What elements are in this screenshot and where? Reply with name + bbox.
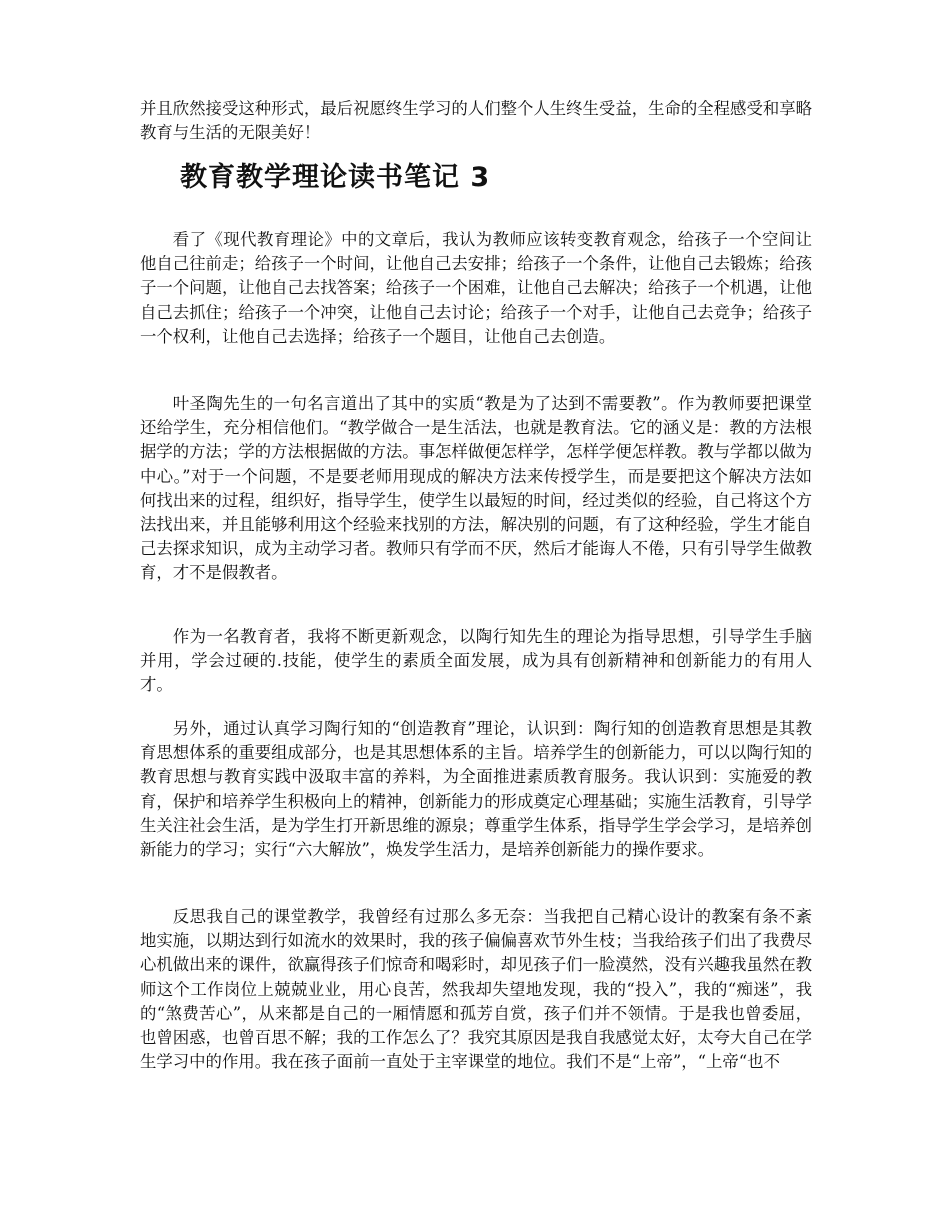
paragraph-2: 叶圣陶先生的一句名言道出了其中的实质“教是为了达到不需要教”。作为教师要把课堂还给学生，充分相信他们。“教学做合一是生活法，也就是教育法。它的涵义是：教的方法根据学的方法；学的方法根据做的方法。事怎样做便怎样学，怎样学便怎样教。教与学都以做为中心。”对于一个问题，不是要老师用现成的解决方法来传授学生，而是要把这个解决方法如何找出来的过程，组织好，指导学生，使学生以最短的时间，经过类似的经验，自己将这个方法找出来，并且能够利用这个经验来找别的方法，解决别的问题，有了这种经验，学生才能自己去探求知识，成为主动学习者。教师只有学而不厌，然后才能诲人不倦，只有引导学生做教育，才不是假教者。 (140, 394, 813, 583)
paragraph-5: 反思我自己的课堂教学，我曾经有过那么多无奈：当我把自己精心设计的教案有条不紊地实施，以期达到行如流水的效果时，我的孩子偏偏喜欢节外生枝；当我给孩子们出了我费尽心机做出来的课件，欲赢得孩子们惊奇和喝彩时，却见孩子们一脸漠然，没有兴趣我虽然在教师这个工作岗位上兢兢业业，用心良苦，然我却失望地发现，我的“投入”，我的“痴迷”，我的“煞费苦心”，从来都是自己的一厢情愿和孤芳自赏，孩子们并不领情。于是我也曾委屈，也曾困惑，也曾百思不解；我的工作怎么了？我究其原因是我自我感觉太好，太夸大自己在学生学习中的作用。我在孩子面前一直处于主宰课堂的地位。我们不是“上帝”，“上帝“也不 (140, 907, 813, 1072)
intro-paragraph: 并且欣然接受这种形式，最后祝愿终生学习的人们整个人生终生受益，生命的全程感受和享略教育与生活的无限美好！ (140, 99, 813, 143)
paragraph-1: 看了《现代教育理论》中的文章后，我认为教师应该转变教育观念，给孩子一个空间让他自己往前走；给孩子一个时间，让他自己去安排；给孩子一个条件，让他自己去锻炼；给孩子一个问题，让他自己去找答案；给孩子一个困难，让他自己去解决；给孩子一个机遇，让他自己去抓住；给孩子一个冲突，让他自己去讨论；给孩子一个对手，让他自己去竞争；给孩子一个权利，让他自己去选择；给孩子一个题目，让他自己去创造。 (140, 230, 813, 346)
paragraph-4: 另外，通过认真学习陶行知的“创造教育”理论，认识到：陶行知的创造教育思想是其教育思想体系的重要组成部分，也是其思想体系的主旨。培养学生的创新能力，可以以陶行知的教育思想与教育实践中汲取丰富的养料，为全面推进素质教育服务。我认识到：实施爱的教育，保护和培养学生积极向上的精神，创新能力的形成奠定心理基础；实施生活教育，引导学生关注社会生活，是为学生打开新思维的源泉；尊重学生体系，指导学生学会学习，是培养创新能力的学习；实行“六大解放”，焕发学生活力，是培养创新能力的操作要求。 (140, 719, 813, 860)
paragraph-3: 作为一名教育者，我将不断更新观念，以陶行知先生的理论为指导思想，引导学生手脑并用，学会过硬的.技能，使学生的素质全面发展，成为具有创新精神和创新能力的有用人才。 (140, 627, 812, 695)
section-heading: 教育教学理论读书笔记 3 (180, 162, 491, 193)
